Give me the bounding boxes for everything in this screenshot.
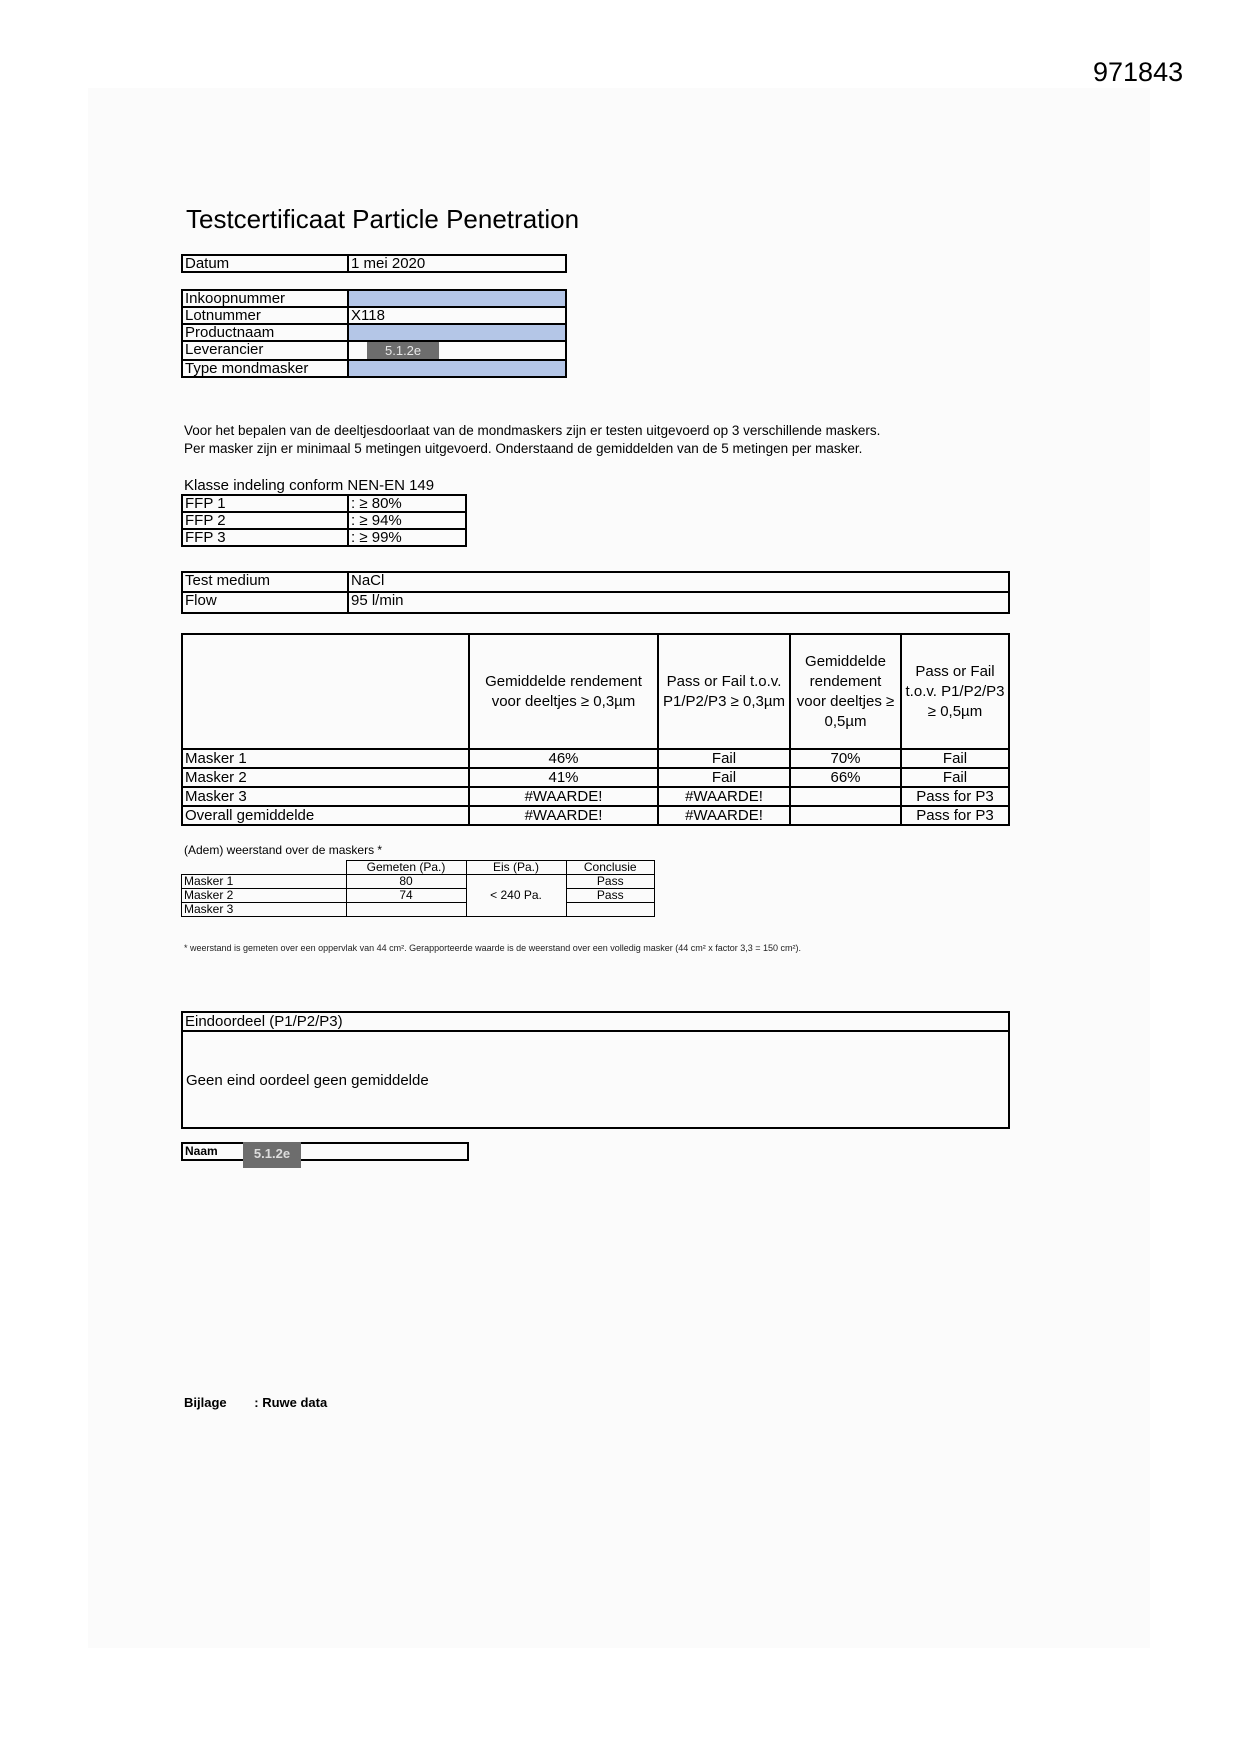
intro-line-2: Per masker zijn er minimaal 5 metingen uitgevoerd. Onderstaand de gemiddelden van de 5 metingen per masker. [184, 441, 863, 456]
results-header-passfail-03: Pass or Fail t.o.v. P1/P2/P3 ≥ 0,3µm [658, 634, 790, 749]
klasse-label: FFP 1 [182, 495, 348, 512]
medium-label: Test medium [182, 572, 348, 592]
results-header-rendement-03: Gemiddelde rendement voor deeltjes ≥ 0,3µm [469, 634, 658, 749]
table-row [182, 806, 1009, 825]
eindoordeel-label: Eindoordeel (P1/P2/P3) [183, 1013, 1008, 1032]
adem-title: (Adem) weerstand over de maskers * [184, 843, 383, 857]
cell [790, 806, 901, 825]
naam-field [181, 1142, 469, 1161]
adem-row-label: Masker 1 [182, 875, 347, 889]
naam-redaction: 5.1.2e [243, 1142, 301, 1168]
adem-header-empty [182, 861, 347, 875]
leverancier-redaction: 5.1.2e [367, 342, 439, 359]
lotnummer-value: X118 [348, 307, 566, 324]
cell: 41% [469, 768, 658, 787]
adem-header-eis: Eis (Pa.) [466, 861, 566, 875]
flow-value: 95 l/min [348, 592, 1009, 613]
cell: 46% [469, 749, 658, 768]
adem-gemeten: 80 [346, 875, 466, 889]
klasse-table [181, 494, 467, 547]
table-row [182, 768, 1009, 787]
adem-eis: < 240 Pa. [466, 875, 566, 917]
results-header-empty [182, 634, 469, 749]
productnaam-value [348, 324, 566, 341]
table-row [182, 787, 1009, 806]
klasse-value: : ≥ 94% [348, 512, 466, 529]
cell: #WAARDE! [469, 787, 658, 806]
results-header-rendement-05: Gemiddelde rendement voor deeltjes ≥ 0,5µm [790, 634, 901, 749]
cell: Fail [901, 768, 1009, 787]
table-row [182, 903, 655, 917]
row-label: Overall gemiddelde [182, 806, 469, 825]
document-number: 971843 [1093, 57, 1184, 87]
adem-header-gemeten: Gemeten (Pa.) [346, 861, 466, 875]
row-label: Masker 1 [182, 749, 469, 768]
type-value [348, 360, 566, 377]
row-label: Masker 2 [182, 768, 469, 787]
adem-row-label: Masker 3 [182, 903, 347, 917]
cell: Fail [658, 768, 790, 787]
medium-value: NaCl [348, 572, 1009, 592]
eindoordeel-value: Geen eind oordeel geen gemiddelde [186, 1072, 429, 1089]
klasse-label: FFP 2 [182, 512, 348, 529]
cell: Fail [658, 749, 790, 768]
cell: Pass for P3 [901, 787, 1009, 806]
cell: 66% [790, 768, 901, 787]
bijlage-line [184, 1395, 351, 1410]
klasse-row [182, 512, 466, 529]
lotnummer-label: Lotnummer [182, 307, 348, 324]
klasse-row [182, 529, 466, 546]
leverancier-cell [348, 341, 566, 360]
type-label: Type mondmasker [182, 360, 348, 377]
eindoordeel-box [181, 1011, 1010, 1129]
klasse-label: FFP 3 [182, 529, 348, 546]
bijlage-value: : Ruwe data [254, 1395, 328, 1410]
leverancier-label: Leverancier [182, 341, 348, 360]
inkoopnummer-label: Inkoopnummer [182, 290, 348, 307]
adem-conclusie: Pass [566, 875, 655, 889]
inkoopnummer-value [348, 290, 566, 307]
row-label: Masker 3 [182, 787, 469, 806]
datum-label: Datum [182, 255, 348, 272]
cell: 70% [790, 749, 901, 768]
klasse-value: : ≥ 99% [348, 529, 466, 546]
datum-value: 1 mei 2020 [348, 255, 566, 272]
klasse-value: : ≥ 80% [348, 495, 466, 512]
page-title: Testcertificaat Particle Penetration [186, 204, 580, 234]
bijlage-label: Bijlage [184, 1395, 227, 1410]
adem-table [181, 860, 655, 917]
adem-header-conclusie: Conclusie [566, 861, 655, 875]
table-row [182, 889, 655, 903]
table-row [182, 875, 655, 889]
cell: #WAARDE! [658, 806, 790, 825]
product-info-table [181, 289, 567, 378]
test-conditions-table [181, 571, 1010, 614]
klasse-row [182, 495, 466, 512]
cell: Pass for P3 [901, 806, 1009, 825]
adem-conclusie: Pass [566, 889, 655, 903]
results-header-passfail-05: Pass or Fail t.o.v. P1/P2/P3 ≥ 0,5µm [901, 634, 1009, 749]
adem-row-label: Masker 2 [182, 889, 347, 903]
cell: #WAARDE! [469, 806, 658, 825]
table-row [182, 749, 1009, 768]
cell: #WAARDE! [658, 787, 790, 806]
adem-gemeten [346, 903, 466, 917]
datum-table [181, 254, 567, 273]
naam-label: Naam [185, 1144, 218, 1158]
adem-conclusie [566, 903, 655, 917]
flow-label: Flow [182, 592, 348, 613]
cell: Fail [901, 749, 1009, 768]
productnaam-label: Productnaam [182, 324, 348, 341]
results-table [181, 633, 1010, 826]
klasse-title: Klasse indeling conform NEN-EN 149 [184, 477, 435, 494]
intro-line-1: Voor het bepalen van de deeltjesdoorlaat van de mondmaskers zijn er testen uitgevoerd op 3 verschillende maskers. [184, 423, 881, 438]
adem-footnote: * weerstand is gemeten over een oppervlak van 44 cm². Gerapporteerde waarde is de weerstand over een volledig masker (44 cm² x factor 3,3 = 150 cm²). [184, 943, 802, 953]
cell [790, 787, 901, 806]
adem-gemeten: 74 [346, 889, 466, 903]
